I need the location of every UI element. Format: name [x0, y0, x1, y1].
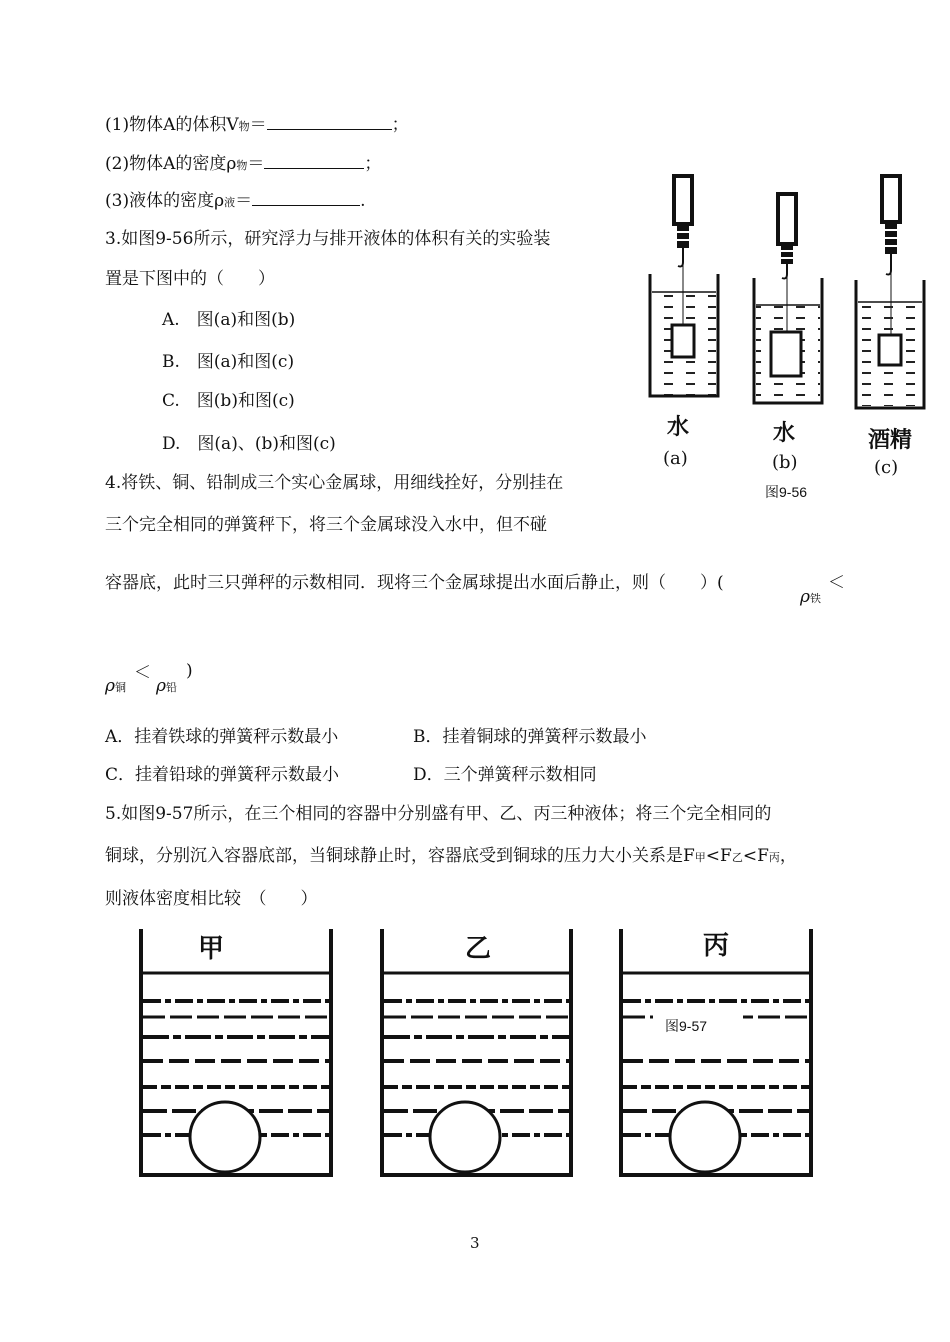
- fig57-label-bing: 丙: [703, 931, 730, 961]
- q4-option-c[interactable]: C．挂着铅球的弹簧秤示数最小: [105, 765, 340, 785]
- q3-option-b[interactable]: B. 图(a)和图(c): [162, 352, 295, 372]
- close-paren: ): [186, 661, 193, 681]
- rho-iron: ρ铁: [800, 587, 821, 607]
- container-yi: [382, 929, 571, 1175]
- fig56-label-b: 水: [773, 421, 796, 446]
- answer-blank-1[interactable]: [267, 113, 392, 130]
- apparatus-c: [856, 176, 924, 408]
- container-jia: [141, 929, 331, 1175]
- fig56-label-c: 酒精: [868, 428, 913, 453]
- answer-blank-2[interactable]: [264, 152, 364, 169]
- q5-line1: 5.如图9-57所示，在三个相同的容器中分别盛有甲、乙、丙三种液体；将三个完全相同的: [105, 804, 772, 824]
- q3-option-c[interactable]: C. 图(b)和图(c): [162, 391, 295, 411]
- q2-item1: (1)物体A的体积V物＝ ；: [105, 115, 409, 135]
- q3-option-d[interactable]: D. 图(a)、(b)和图(c): [162, 434, 336, 454]
- q4-line3: 容器底，此时三只弹秤的示数相同．现将三个金属球提出水面后静止，则（ ）(: [105, 573, 724, 593]
- q3-option-a[interactable]: A. 图(a)和图(b): [162, 310, 296, 330]
- fig56-sublabel-c: (c): [874, 457, 899, 478]
- apparatus-a: [650, 176, 718, 396]
- fig56-sublabel-b: (b): [772, 452, 798, 473]
- fig56-label-a: 水: [667, 415, 690, 440]
- fig56-sublabel-a: (a): [663, 448, 688, 469]
- q4-line2: 三个完全相同的弹簧秤下，将三个金属球没入水中，但不碰: [105, 515, 547, 535]
- page-number: 3: [470, 1234, 480, 1252]
- q2-item3: (3)液体的密度ρ液＝ .: [105, 191, 366, 211]
- container-bing: [621, 929, 811, 1175]
- q3-line1: 3.如图9-56所示，研究浮力与排开液体的体积有关的实验装: [105, 229, 551, 249]
- answer-blank-3[interactable]: [252, 189, 360, 206]
- q4-option-b[interactable]: B．挂着铜球的弹簧秤示数最小: [413, 727, 647, 747]
- q4-line1: 4.将铁、铜、铅制成三个实心金属球，用细线拴好，分别挂在: [105, 473, 564, 493]
- fig56-caption: 图9-56: [765, 484, 808, 500]
- q4-option-d[interactable]: D．三个弹簧秤示数相同: [413, 765, 597, 785]
- rho-lead: ρ铅: [156, 676, 177, 696]
- q5-line2: 铜球，分别沉入容器底部，当铜球静止时，容器底受到铜球的压力大小关系是F甲<F乙<F丙，: [105, 846, 797, 866]
- fig57-label-jia: 甲: [198, 934, 225, 964]
- q4-option-a[interactable]: A．挂着铁球的弹簧秤示数最小: [105, 727, 339, 747]
- q5-line3: 则液体密度相比较 （ ）: [105, 889, 318, 909]
- lt-sign-1: ＜: [828, 573, 845, 593]
- apparatus-b: [754, 194, 822, 403]
- lt-sign-2: ＜: [134, 663, 151, 683]
- fig57-label-yi: 乙: [465, 934, 492, 964]
- fig57-caption: 图9-57: [665, 1018, 708, 1034]
- rho-copper: ρ铜: [105, 676, 126, 696]
- q3-line2: 置是下图中的（ ）: [105, 269, 275, 289]
- q2-item2: (2)物体A的密度ρ物＝ ；: [105, 154, 382, 174]
